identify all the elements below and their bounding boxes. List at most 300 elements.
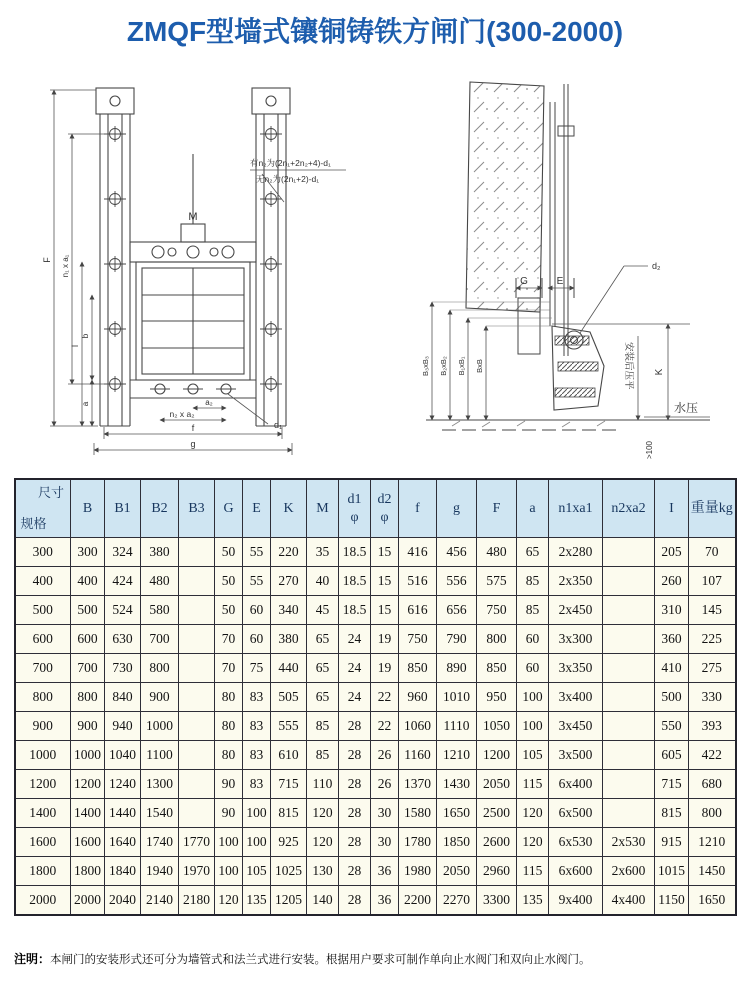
table-cell: 19: [371, 654, 399, 683]
table-cell: 556: [437, 567, 477, 596]
table-cell: 1240: [105, 770, 141, 799]
label-d1: d₁: [274, 420, 283, 430]
table-cell: 105: [243, 857, 271, 886]
table-cell: 28: [339, 799, 371, 828]
gate-frame: [96, 88, 290, 426]
table-cell: 550: [655, 712, 689, 741]
table-cell: 480: [477, 538, 517, 567]
table-cell: 50: [215, 567, 243, 596]
table-row: [15, 683, 736, 712]
table-cell: [603, 712, 655, 741]
table-cell: 220: [271, 538, 307, 567]
table-cell: 65: [307, 683, 339, 712]
table-cell: 28: [339, 886, 371, 916]
table-cell: [603, 799, 655, 828]
table-cell: 83: [243, 770, 271, 799]
table-cell: 4x400: [603, 886, 655, 916]
table-cell: 1200: [477, 741, 517, 770]
table-cell: [179, 683, 215, 712]
gate-leaf: [130, 262, 256, 398]
table-cell: 145: [689, 596, 736, 625]
table-cell: [603, 538, 655, 567]
table-header-row: [15, 479, 736, 538]
column-header: B3: [179, 479, 215, 538]
table-cell: 80: [215, 712, 243, 741]
table-cell: 120: [215, 886, 243, 916]
table-cell: 960: [399, 683, 437, 712]
table-cell: 3x300: [549, 625, 603, 654]
table-cell: 2x350: [549, 567, 603, 596]
table-cell: 30: [371, 799, 399, 828]
table-row: [15, 596, 736, 625]
table-cell: 715: [271, 770, 307, 799]
column-header: n2xa2: [603, 479, 655, 538]
table-cell: 50: [215, 538, 243, 567]
table-cell: 85: [517, 596, 549, 625]
table-cell: 90: [215, 799, 243, 828]
table-cell: 22: [371, 712, 399, 741]
concrete-wall: [466, 82, 544, 312]
table-cell: 50: [215, 596, 243, 625]
label-n1xa1: n₁ x a₁: [61, 254, 70, 278]
column-header: g: [437, 479, 477, 538]
front-view-diagram: [38, 74, 348, 470]
table-cell: [179, 625, 215, 654]
label-B3xB3: B₃xB₃: [421, 356, 430, 376]
table-cell: 60: [517, 625, 549, 654]
table-cell: 1540: [141, 799, 179, 828]
table-cell: 45: [307, 596, 339, 625]
table-cell: 135: [243, 886, 271, 916]
table-cell: 6x400: [549, 770, 603, 799]
label-n2xa2: n₂ x a₂: [169, 409, 195, 419]
table-cell: 80: [215, 741, 243, 770]
table-cell: 40: [307, 567, 339, 596]
table-cell: 800: [71, 683, 105, 712]
table-cell: 55: [243, 567, 271, 596]
table-cell: [179, 596, 215, 625]
table-cell: 35: [307, 538, 339, 567]
table-cell: 85: [307, 712, 339, 741]
label-d2: d₂: [652, 261, 661, 271]
table-cell: 1580: [399, 799, 437, 828]
table-cell: 70: [215, 625, 243, 654]
table-corner-header: [15, 479, 71, 538]
table-cell: [179, 712, 215, 741]
table-cell: 100: [517, 712, 549, 741]
table-cell: 60: [243, 625, 271, 654]
table-cell: 500: [655, 683, 689, 712]
table-cell: 1015: [655, 857, 689, 886]
table-cell: 630: [105, 625, 141, 654]
table-cell: [603, 683, 655, 712]
table-cell: 70: [689, 538, 736, 567]
table-row: [15, 770, 736, 799]
table-cell: 580: [141, 596, 179, 625]
page-title: ZMQF型墙式镶铜铸铁方闸门(300-2000): [126, 16, 624, 47]
table-cell: [179, 799, 215, 828]
table-cell: 900: [141, 683, 179, 712]
table-cell: 700: [71, 654, 105, 683]
table-cell: [603, 654, 655, 683]
spec-cell: 400: [15, 567, 71, 596]
table-cell: 90: [215, 770, 243, 799]
table-cell: 205: [655, 538, 689, 567]
table-cell: 456: [437, 538, 477, 567]
footnote-label: 注明：: [14, 952, 51, 966]
table-cell: 656: [437, 596, 477, 625]
table-cell: 6x500: [549, 799, 603, 828]
table-cell: 2500: [477, 799, 517, 828]
table-cell: 800: [477, 625, 517, 654]
column-header: M: [307, 479, 339, 538]
spec-cell: 1800: [15, 857, 71, 886]
column-header: d1 φ: [339, 479, 371, 538]
label-M: M: [188, 211, 198, 223]
table-cell: 275: [689, 654, 736, 683]
table-cell: [603, 625, 655, 654]
table-cell: 1770: [179, 828, 215, 857]
table-cell: 715: [655, 770, 689, 799]
label-BxB: BxB: [475, 359, 484, 373]
floor-line: [426, 420, 710, 430]
table-cell: 15: [371, 567, 399, 596]
spec-cell: 900: [15, 712, 71, 741]
table-cell: 616: [399, 596, 437, 625]
table-cell: 310: [655, 596, 689, 625]
table-cell: 24: [339, 654, 371, 683]
spec-cell: 800: [15, 683, 71, 712]
table-cell: 3x350: [549, 654, 603, 683]
table-cell: 730: [105, 654, 141, 683]
table-cell: 1840: [105, 857, 141, 886]
table-cell: [603, 770, 655, 799]
spec-cell: 2000: [15, 886, 71, 916]
table-row: [15, 654, 736, 683]
lifting-beam: [130, 154, 256, 262]
table-cell: 324: [105, 538, 141, 567]
label-B1xB1: B₁xB₁: [457, 356, 466, 376]
table-cell: 1300: [141, 770, 179, 799]
table-cell: 3300: [477, 886, 517, 916]
table-cell: 800: [141, 654, 179, 683]
table-cell: 950: [477, 683, 517, 712]
table-cell: 393: [689, 712, 736, 741]
table-cell: 2960: [477, 857, 517, 886]
column-header: n1xa1: [549, 479, 603, 538]
spec-table: [14, 478, 737, 916]
table-row: [15, 799, 736, 828]
table-cell: 815: [655, 799, 689, 828]
table-cell: 360: [655, 625, 689, 654]
table-cell: 22: [371, 683, 399, 712]
spec-cell: 500: [15, 596, 71, 625]
label-K: K: [654, 368, 665, 376]
column-header: B2: [141, 479, 179, 538]
table-cell: 1000: [71, 741, 105, 770]
table-cell: 516: [399, 567, 437, 596]
table-cell: 1940: [141, 857, 179, 886]
table-cell: 1370: [399, 770, 437, 799]
table-cell: 83: [243, 741, 271, 770]
table-cell: 815: [271, 799, 307, 828]
label-level-after-install: 安装后压平: [623, 342, 634, 390]
table-cell: 110: [307, 770, 339, 799]
table-cell: 380: [141, 538, 179, 567]
table-row: [15, 886, 736, 916]
table-cell: 1740: [141, 828, 179, 857]
column-header: I: [655, 479, 689, 538]
table-cell: 3x450: [549, 712, 603, 741]
table-cell: 115: [517, 857, 549, 886]
table-cell: 2050: [437, 857, 477, 886]
table-cell: 1160: [399, 741, 437, 770]
table-cell: 600: [71, 625, 105, 654]
table-cell: 270: [271, 567, 307, 596]
table-cell: 26: [371, 770, 399, 799]
table-cell: 15: [371, 596, 399, 625]
table-cell: 1050: [477, 712, 517, 741]
table-cell: 9x400: [549, 886, 603, 916]
column-header: d2 φ: [371, 479, 399, 538]
table-cell: 555: [271, 712, 307, 741]
table-cell: 83: [243, 683, 271, 712]
table-cell: 890: [437, 654, 477, 683]
table-cell: 100: [243, 799, 271, 828]
table-cell: 1600: [71, 828, 105, 857]
footnote: [14, 952, 736, 968]
table-cell: 1970: [179, 857, 215, 886]
table-cell: 85: [307, 741, 339, 770]
table-cell: 1205: [271, 886, 307, 916]
table-cell: 750: [399, 625, 437, 654]
technical-drawings: [0, 74, 750, 470]
column-header: F: [477, 479, 517, 538]
table-cell: 940: [105, 712, 141, 741]
column-header: f: [399, 479, 437, 538]
table-cell: 100: [517, 683, 549, 712]
table-cell: 1025: [271, 857, 307, 886]
table-cell: 26: [371, 741, 399, 770]
table-cell: 2x600: [603, 857, 655, 886]
table-cell: 1400: [71, 799, 105, 828]
table-cell: 1060: [399, 712, 437, 741]
table-cell: 83: [243, 712, 271, 741]
bolt-count-note-line2: 无n₂为(2n₁+2)-d₁: [256, 174, 320, 184]
table-row: [15, 857, 736, 886]
label-water-pressure: 水压: [674, 401, 699, 415]
table-row: [15, 741, 736, 770]
table-cell: 2180: [179, 886, 215, 916]
label-a2: a₂: [205, 398, 213, 407]
table-cell: 28: [339, 770, 371, 799]
table-cell: 1040: [105, 741, 141, 770]
bolt-count-note-line1: 有n₂为(2n₁+2n₂+4)-d₁: [250, 158, 331, 168]
table-cell: [179, 654, 215, 683]
table-cell: 28: [339, 828, 371, 857]
table-cell: 1210: [689, 828, 736, 857]
corner-label-size: 尺寸: [37, 485, 64, 500]
table-cell: 340: [271, 596, 307, 625]
table-cell: 100: [215, 857, 243, 886]
table-row: [15, 712, 736, 741]
table-cell: 75: [243, 654, 271, 683]
table-cell: 1200: [71, 770, 105, 799]
table-cell: 840: [105, 683, 141, 712]
table-cell: [179, 538, 215, 567]
table-cell: 65: [517, 538, 549, 567]
label-a: a: [81, 401, 90, 407]
table-cell: 1640: [105, 828, 141, 857]
table-cell: 260: [655, 567, 689, 596]
spec-cell: 600: [15, 625, 71, 654]
column-header: B1: [105, 479, 141, 538]
table-cell: 424: [105, 567, 141, 596]
table-cell: 120: [307, 828, 339, 857]
column-header: K: [271, 479, 307, 538]
table-cell: 1980: [399, 857, 437, 886]
dimension-lines: [50, 90, 346, 455]
corner-label-spec: 规格: [20, 515, 47, 531]
table-cell: 422: [689, 741, 736, 770]
spec-cell: 700: [15, 654, 71, 683]
table-cell: 915: [655, 828, 689, 857]
table-cell: 18.5: [339, 538, 371, 567]
table-cell: 115: [517, 770, 549, 799]
table-cell: 500: [71, 596, 105, 625]
table-cell: 800: [689, 799, 736, 828]
table-cell: 2000: [71, 886, 105, 916]
table-cell: 6x600: [549, 857, 603, 886]
table-cell: 28: [339, 712, 371, 741]
table-cell: 135: [517, 886, 549, 916]
table-cell: 575: [477, 567, 517, 596]
table-cell: 105: [517, 741, 549, 770]
table-cell: 24: [339, 683, 371, 712]
table-cell: 120: [307, 799, 339, 828]
table-cell: [179, 741, 215, 770]
table-cell: 1800: [71, 857, 105, 886]
table-cell: 2x530: [603, 828, 655, 857]
table-cell: 440: [271, 654, 307, 683]
table-cell: 900: [71, 712, 105, 741]
table-cell: 1850: [437, 828, 477, 857]
table-cell: 6x530: [549, 828, 603, 857]
column-header: 重量kg: [689, 479, 736, 538]
spec-cell: 1400: [15, 799, 71, 828]
table-cell: 524: [105, 596, 141, 625]
table-cell: 28: [339, 857, 371, 886]
table-cell: 36: [371, 857, 399, 886]
table-cell: 1440: [105, 799, 141, 828]
label-B2xB2: B₂xB₂: [439, 356, 448, 376]
table-cell: 15: [371, 538, 399, 567]
table-cell: [603, 567, 655, 596]
spec-cell: 1000: [15, 741, 71, 770]
table-cell: 100: [243, 828, 271, 857]
table-cell: 750: [477, 596, 517, 625]
table-cell: 30: [371, 828, 399, 857]
table-cell: 120: [517, 828, 549, 857]
table-cell: 330: [689, 683, 736, 712]
table-row: [15, 538, 736, 567]
table-cell: 2140: [141, 886, 179, 916]
table-cell: 850: [477, 654, 517, 683]
table-cell: 1010: [437, 683, 477, 712]
table-cell: 416: [399, 538, 437, 567]
table-cell: 100: [215, 828, 243, 857]
table-cell: [179, 567, 215, 596]
column-header: a: [517, 479, 549, 538]
table-cell: 130: [307, 857, 339, 886]
table-cell: 1650: [437, 799, 477, 828]
table-cell: 65: [307, 654, 339, 683]
table-row: [15, 567, 736, 596]
table-cell: 1000: [141, 712, 179, 741]
table-cell: 225: [689, 625, 736, 654]
label-l: l: [70, 345, 80, 347]
table-cell: 107: [689, 567, 736, 596]
label-min100: >100: [645, 440, 654, 460]
table-cell: 18.5: [339, 567, 371, 596]
label-G: G: [520, 276, 528, 287]
table-cell: 2050: [477, 770, 517, 799]
column-header: G: [215, 479, 243, 538]
table-cell: [179, 770, 215, 799]
table-cell: 925: [271, 828, 307, 857]
table-cell: 2x280: [549, 538, 603, 567]
table-cell: 1100: [141, 741, 179, 770]
table-cell: 505: [271, 683, 307, 712]
table-cell: 28: [339, 741, 371, 770]
label-F: F: [42, 257, 52, 263]
label-f: f: [191, 423, 195, 433]
table-cell: 380: [271, 625, 307, 654]
table-cell: 790: [437, 625, 477, 654]
table-cell: 140: [307, 886, 339, 916]
table-cell: 3x400: [549, 683, 603, 712]
footnote-text: 本闸门的安装形式还可分为墙管式和法兰式进行安装。根据用户要求可制作单向止水阀门和双向止水阀门。: [50, 954, 591, 966]
table-cell: 1780: [399, 828, 437, 857]
table-cell: 55: [243, 538, 271, 567]
table-cell: 65: [307, 625, 339, 654]
spec-cell: 300: [15, 538, 71, 567]
column-header: E: [243, 479, 271, 538]
table-cell: 60: [517, 654, 549, 683]
table-cell: 2x450: [549, 596, 603, 625]
table-cell: 70: [215, 654, 243, 683]
table-cell: 2600: [477, 828, 517, 857]
table-row: [15, 828, 736, 857]
table-cell: 480: [141, 567, 179, 596]
table-cell: [603, 596, 655, 625]
table-cell: 1450: [689, 857, 736, 886]
table-cell: 850: [399, 654, 437, 683]
table-cell: 2200: [399, 886, 437, 916]
table-cell: 1430: [437, 770, 477, 799]
table-cell: 1210: [437, 741, 477, 770]
table-cell: 3x500: [549, 741, 603, 770]
table-cell: 19: [371, 625, 399, 654]
label-E: E: [556, 276, 564, 287]
table-cell: 610: [271, 741, 307, 770]
front-view-labels: [42, 158, 331, 449]
gate-section: [552, 326, 604, 410]
table-cell: 24: [339, 625, 371, 654]
table-cell: 36: [371, 886, 399, 916]
table-cell: 1150: [655, 886, 689, 916]
section-view-diagram: [412, 74, 712, 470]
